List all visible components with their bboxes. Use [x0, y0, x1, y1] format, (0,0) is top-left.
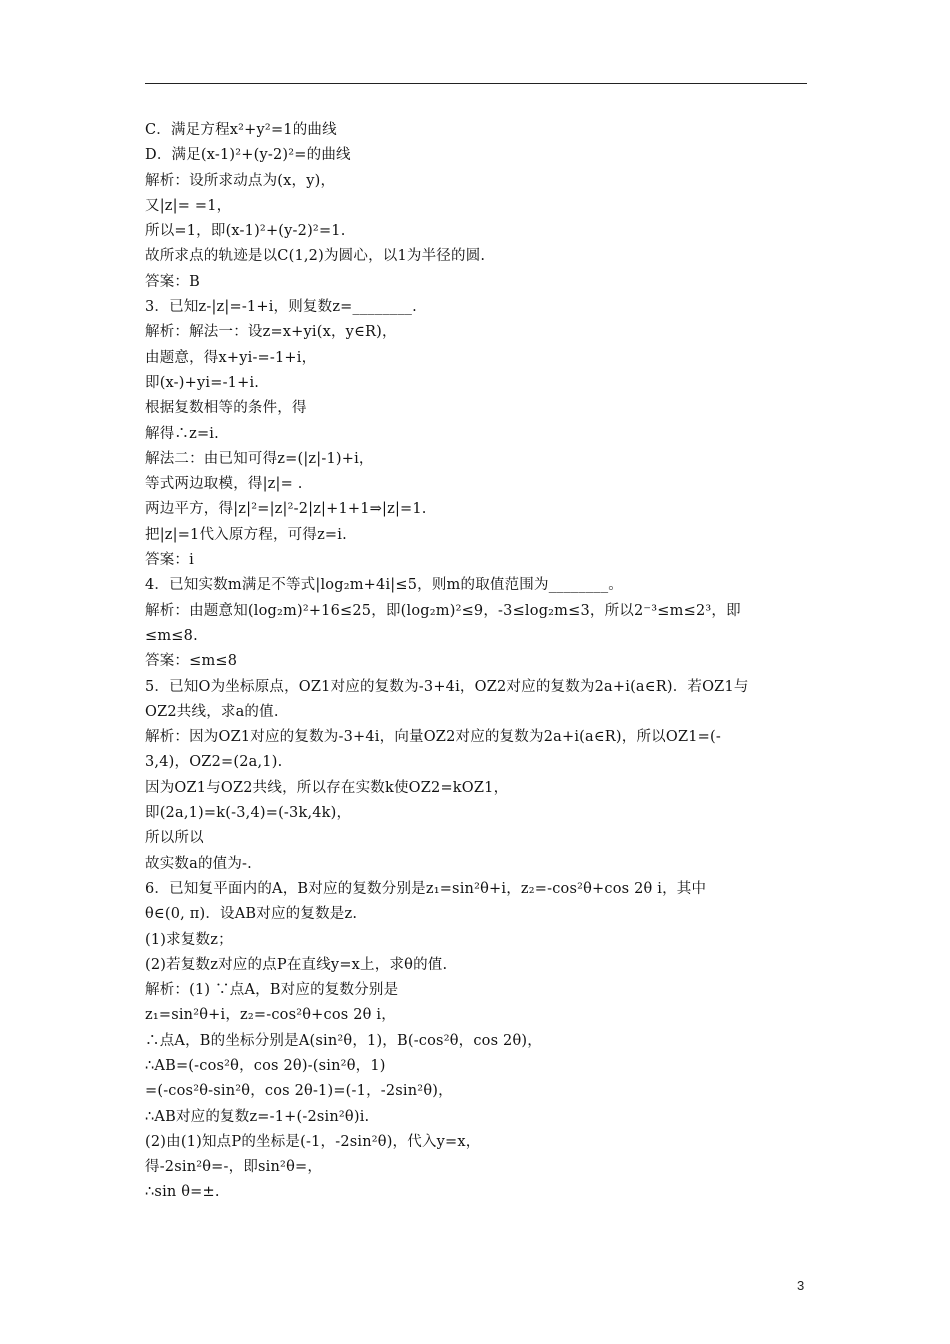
question-line: OZ2共线，求a的值.: [145, 703, 279, 720]
text-line: 解析：由题意知(log₂m)²+16≤25，即(log₂m)²≤9，-3≤log₂m≤3，所以2⁻³≤m≤2³，即: [145, 602, 741, 619]
text-line: 即(2a,1)=k(-3,4)=(-3k,4k)，: [145, 805, 352, 822]
text-line: C．满足方程x²+y²=1的曲线: [145, 122, 337, 138]
text-line: z₁=sin²θ+i，z₂=-cos²θ+cos 2θ i，: [145, 1007, 396, 1024]
answer-line: 答案：i: [145, 552, 194, 569]
text-line: ≤m≤8.: [145, 627, 198, 644]
text-line: 因为OZ1与OZ2共线，所以存在实数k使OZ2=kOZ1，: [145, 779, 509, 796]
text-line: 所以所以: [145, 830, 204, 847]
text-line: ∴AB=(-cos²θ，cos 2θ)-(sin²θ，1): [145, 1057, 386, 1074]
text-line: =(-cos²θ-sin²θ，cos 2θ-1)=(-1，-2sin²θ)，: [145, 1083, 453, 1100]
text-line: 解析：因为OZ1对应的复数为-3+4i，向量OZ2对应的复数为2a+i(a∈R)，所以OZ1=(-: [145, 729, 721, 746]
text-line: 得-2sin²θ=-，即sin²θ=，: [145, 1159, 323, 1176]
text-line: 两边平方，得|z|²=|z|²-2|z|+1+1⇒|z|=1.: [145, 501, 427, 518]
text-line: 把|z|=1代入原方程，可得z=i.: [145, 526, 347, 543]
document-body: [145, 118, 807, 1206]
question-line: (1)求复数z；: [145, 931, 233, 948]
page-number: 3: [797, 1278, 805, 1293]
text-line: 故实数a的值为-.: [145, 855, 252, 872]
text-line: (2)由(1)知点P的坐标是(-1，-2sin²θ)，代入y=x，: [145, 1133, 481, 1150]
text-line: ∴点A，B的坐标分别是A(sin²θ，1)，B(-cos²θ，cos 2θ)，: [145, 1032, 542, 1049]
text-line: ∴AB对应的复数z=-1+(-2sin²θ)i.: [145, 1108, 370, 1125]
text-line: 解析：解法一：设z=x+yi(x，y∈R)，: [145, 324, 397, 341]
question-line: 5．已知O为坐标原点，OZ1对应的复数为-3+4i，OZ2对应的复数为2a+i(a∈R)．若OZ1与: [145, 678, 749, 695]
question-line: (2)若复数z对应的点P在直线y=x上，求θ的值.: [145, 956, 448, 973]
question-line: 6．已知复平面内的A，B对应的复数分别是z₁=sin²θ+i，z₂=-cos²θ+cos 2θ i，其中: [145, 880, 707, 897]
text-line: D．满足(x-1)²+(y-2)²=的曲线: [145, 147, 351, 164]
text-line: ∴sin θ=±.: [145, 1184, 220, 1201]
text-line: 又|z|= =1，: [145, 197, 232, 214]
text-line: 解析：(1) ∵点A，B对应的复数分别是: [145, 982, 399, 999]
question-line: θ∈(0, π)．设AB对应的复数是z.: [145, 906, 358, 923]
text-line: 解析：设所求动点为(x，y)，: [145, 172, 336, 189]
text-line: 由题意，得x+yi-=-1+i，: [145, 349, 317, 366]
question-line: 4．已知实数m满足不等式|log₂m+4i|≤5，则m的取值范围为________。: [145, 577, 623, 594]
header-rule: [145, 83, 807, 84]
text-line: 所以=1，即(x-1)²+(y-2)²=1.: [145, 223, 346, 240]
text-line: 故所求点的轨迹是以C(1,2)为圆心，以1为半径的圆.: [145, 248, 486, 265]
text-line: 根据复数相等的条件，得: [145, 400, 307, 417]
text-line: 3,4)，OZ2=(2a,1).: [145, 754, 283, 771]
answer-line: 答案：≤m≤8: [145, 653, 238, 670]
text-line: 解得∴z=i.: [145, 425, 219, 442]
text-line: 即(x-)+yi=-1+i.: [145, 374, 260, 391]
answer-line: 答案：B: [145, 273, 200, 290]
text-line: 解法二：由已知可得z=(|z|-1)+i，: [145, 450, 374, 467]
question-line: 3．已知z-|z|=-1+i，则复数z=________.: [145, 299, 417, 316]
text-line: 等式两边取模，得|z|= .: [145, 476, 303, 493]
